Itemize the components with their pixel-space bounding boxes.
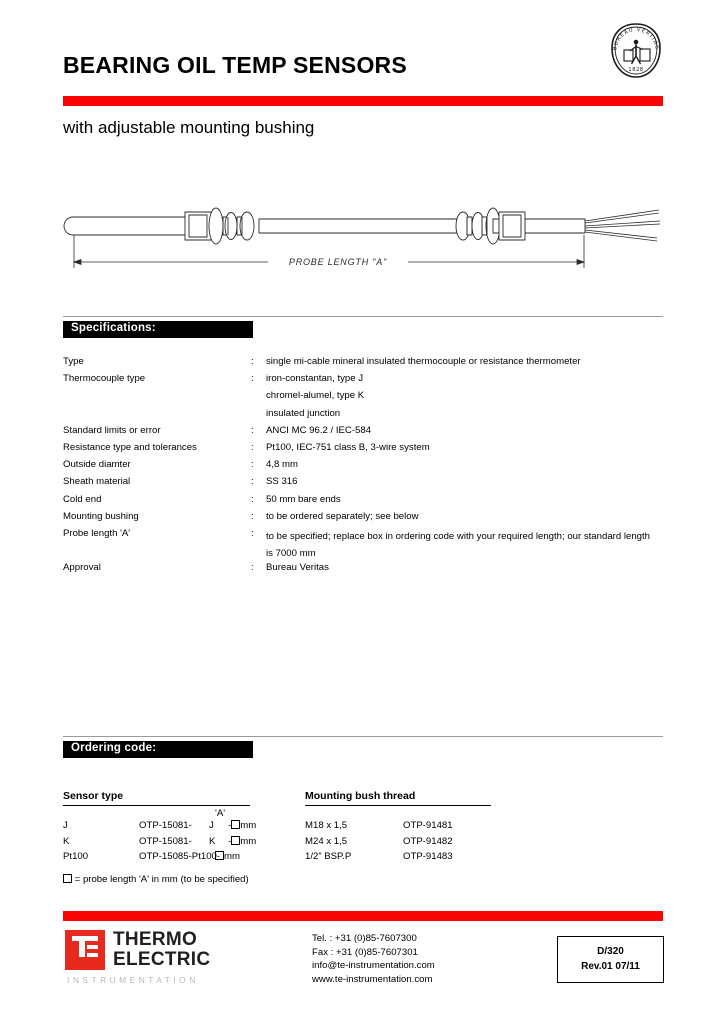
- sensor-mid-cell: K: [209, 835, 216, 847]
- logo-word-thermo: THERMO: [113, 929, 198, 950]
- spec-row: [63, 356, 663, 373]
- spec-row: [63, 528, 663, 562]
- spec-colon: :: [251, 527, 254, 539]
- unit-label: mm: [224, 851, 240, 862]
- svg-text:BUREAU VERITAS: BUREAU VERITAS: [612, 26, 660, 51]
- spec-colon: :: [251, 373, 254, 385]
- thread-code-cell: OTP-91483: [403, 851, 453, 862]
- spec-label: Outside diamter: [63, 459, 131, 471]
- ordering-header: [63, 741, 253, 758]
- spec-colon: :: [251, 459, 254, 471]
- page-title: BEARING OIL TEMP SENSORS: [63, 52, 407, 78]
- spec-value: insulated junction: [266, 407, 341, 419]
- bureau-veritas-seal: [608, 22, 664, 80]
- thread-code-cell: OTP-91481: [403, 820, 453, 831]
- specifications-table: [63, 356, 663, 579]
- sensor-type-cell: J: [63, 820, 68, 831]
- dimension-label: PROBE LENGTH "A": [288, 257, 388, 267]
- spec-value: Pt100, IEC-751 class B, 3-wire system: [266, 441, 430, 453]
- spec-row: [63, 408, 663, 425]
- spec-value: iron-constantan, type J: [266, 373, 364, 385]
- length-note-text: = probe length 'A' in mm (to be specified): [74, 873, 249, 885]
- spec-row: [63, 373, 663, 390]
- spec-label: Resistance type and tolerances: [63, 441, 197, 453]
- spec-row: [63, 390, 663, 407]
- table-row: [305, 851, 555, 867]
- spec-value: to be specified; replace box in ordering code with your required length; our standard length is 7000 mm: [266, 530, 650, 560]
- spec-row: [63, 511, 663, 528]
- spec-colon: :: [251, 476, 254, 488]
- table-row: [63, 836, 313, 852]
- table-row: [305, 820, 555, 836]
- ordering-rule: [63, 736, 663, 737]
- spec-label: Probe length 'A': [63, 527, 131, 539]
- spec-value: single mi-cable mineral insulated thermocouple or resistance thermometer: [266, 356, 581, 367]
- table-row: [63, 820, 313, 836]
- spec-colon: :: [251, 356, 254, 367]
- unit-label: mm: [240, 835, 257, 847]
- page-content: [63, 0, 663, 1024]
- spec-colon: :: [251, 493, 254, 505]
- document-code-box: [557, 936, 664, 983]
- spec-value: Bureau Veritas: [266, 562, 329, 574]
- page-subtitle: with adjustable mounting bushing: [63, 118, 315, 137]
- spec-colon: :: [251, 424, 254, 436]
- te-monogram-icon: [72, 936, 98, 962]
- thread-cell: M24 x 1,5: [305, 835, 348, 847]
- document-code: D/320: [597, 946, 624, 957]
- ordering-header-label: Ordering code:: [71, 742, 157, 754]
- table-row: [305, 836, 555, 852]
- spec-label: Type: [63, 356, 84, 367]
- sensor-type-column: [63, 790, 313, 885]
- logo-subtitle: INSTRUMENTATION: [67, 975, 199, 985]
- sensor-length-cell: [215, 851, 240, 862]
- spec-label: Sheath material: [63, 476, 131, 488]
- length-box-glyph: [215, 851, 224, 860]
- spec-colon: :: [251, 441, 254, 453]
- spec-label: Thermocouple type: [63, 373, 146, 385]
- spec-value: 4,8 mm: [266, 459, 298, 471]
- contact-website[interactable]: www.te-instrumentation.com: [312, 973, 433, 985]
- spec-colon: :: [251, 562, 254, 574]
- contact-tel: Tel. : +31 (0)85-7607300: [312, 933, 417, 944]
- spec-value: chromel-alumel, type K: [266, 390, 365, 402]
- table-row: [63, 851, 313, 867]
- red-divider-top: [63, 96, 663, 106]
- sensor-code-cell: OTP-15081-: [139, 820, 192, 831]
- thread-code-cell: OTP-91482: [403, 835, 453, 847]
- contact-email[interactable]: info@te-instrumentation.com: [312, 960, 435, 972]
- spec-label: Approval: [63, 562, 101, 574]
- length-box-glyph: [63, 874, 72, 883]
- length-box-glyph: [231, 820, 240, 829]
- sensor-length-cell: [228, 820, 256, 831]
- spec-row: [63, 442, 663, 459]
- spec-value: 50 mm bare ends: [266, 493, 341, 505]
- spec-row: [63, 562, 663, 579]
- document-revision: Rev.01 07/11: [581, 961, 640, 972]
- length-box-glyph: [231, 836, 240, 845]
- sensor-mid-cell: J: [209, 820, 214, 831]
- specifications-header-label: Specifications:: [71, 322, 156, 334]
- sensor-length-cell: [228, 836, 256, 847]
- spec-label: Standard limits or error: [63, 424, 161, 436]
- sensor-type-cell: Pt100: [63, 851, 89, 862]
- thread-cell: 1/2” BSP.P: [305, 851, 352, 862]
- spec-row: [63, 425, 663, 442]
- sensor-code-cell: OTP-15085-Pt100-: [139, 851, 221, 862]
- unit-label: mm: [240, 820, 257, 831]
- red-divider-bottom: [63, 911, 663, 921]
- bush-thread-header: Mounting bush thread: [305, 790, 416, 802]
- spec-value: SS 316: [266, 476, 298, 488]
- sensor-type-cell: K: [63, 835, 70, 847]
- contact-fax: Fax : +31 (0)85-7607301: [312, 946, 418, 958]
- bush-thread-column: [305, 790, 555, 867]
- spec-row: [63, 459, 663, 476]
- length-note: [63, 874, 313, 885]
- a-marker: 'A': [215, 808, 226, 819]
- spec-colon: :: [251, 510, 254, 522]
- spec-value: to be ordered separately; see below: [266, 510, 419, 522]
- spec-row: [63, 476, 663, 493]
- suffix-dash: -: [228, 820, 232, 831]
- a-marker-row: [63, 806, 313, 820]
- logo-word-electric: ELECTRIC: [113, 949, 211, 970]
- spec-row: [63, 494, 663, 511]
- probe-technical-drawing: [63, 186, 663, 281]
- contact-block: [312, 932, 435, 986]
- spacer-row: [305, 806, 555, 820]
- specifications-header: [63, 321, 253, 338]
- svg-text:1828: 1828: [628, 67, 644, 73]
- thread-cell: M18 x 1,5: [305, 820, 348, 831]
- spec-value: ANCI MC 96.2 / IEC-584: [266, 424, 372, 436]
- sensor-type-header: Sensor type: [63, 790, 124, 802]
- sensor-code-cell: OTP-15081-: [139, 835, 192, 847]
- suffix-dash: -: [228, 835, 232, 847]
- spec-label: Mounting bushing: [63, 510, 139, 522]
- spec-label: Cold end: [63, 493, 102, 505]
- specifications-rule: [63, 316, 663, 317]
